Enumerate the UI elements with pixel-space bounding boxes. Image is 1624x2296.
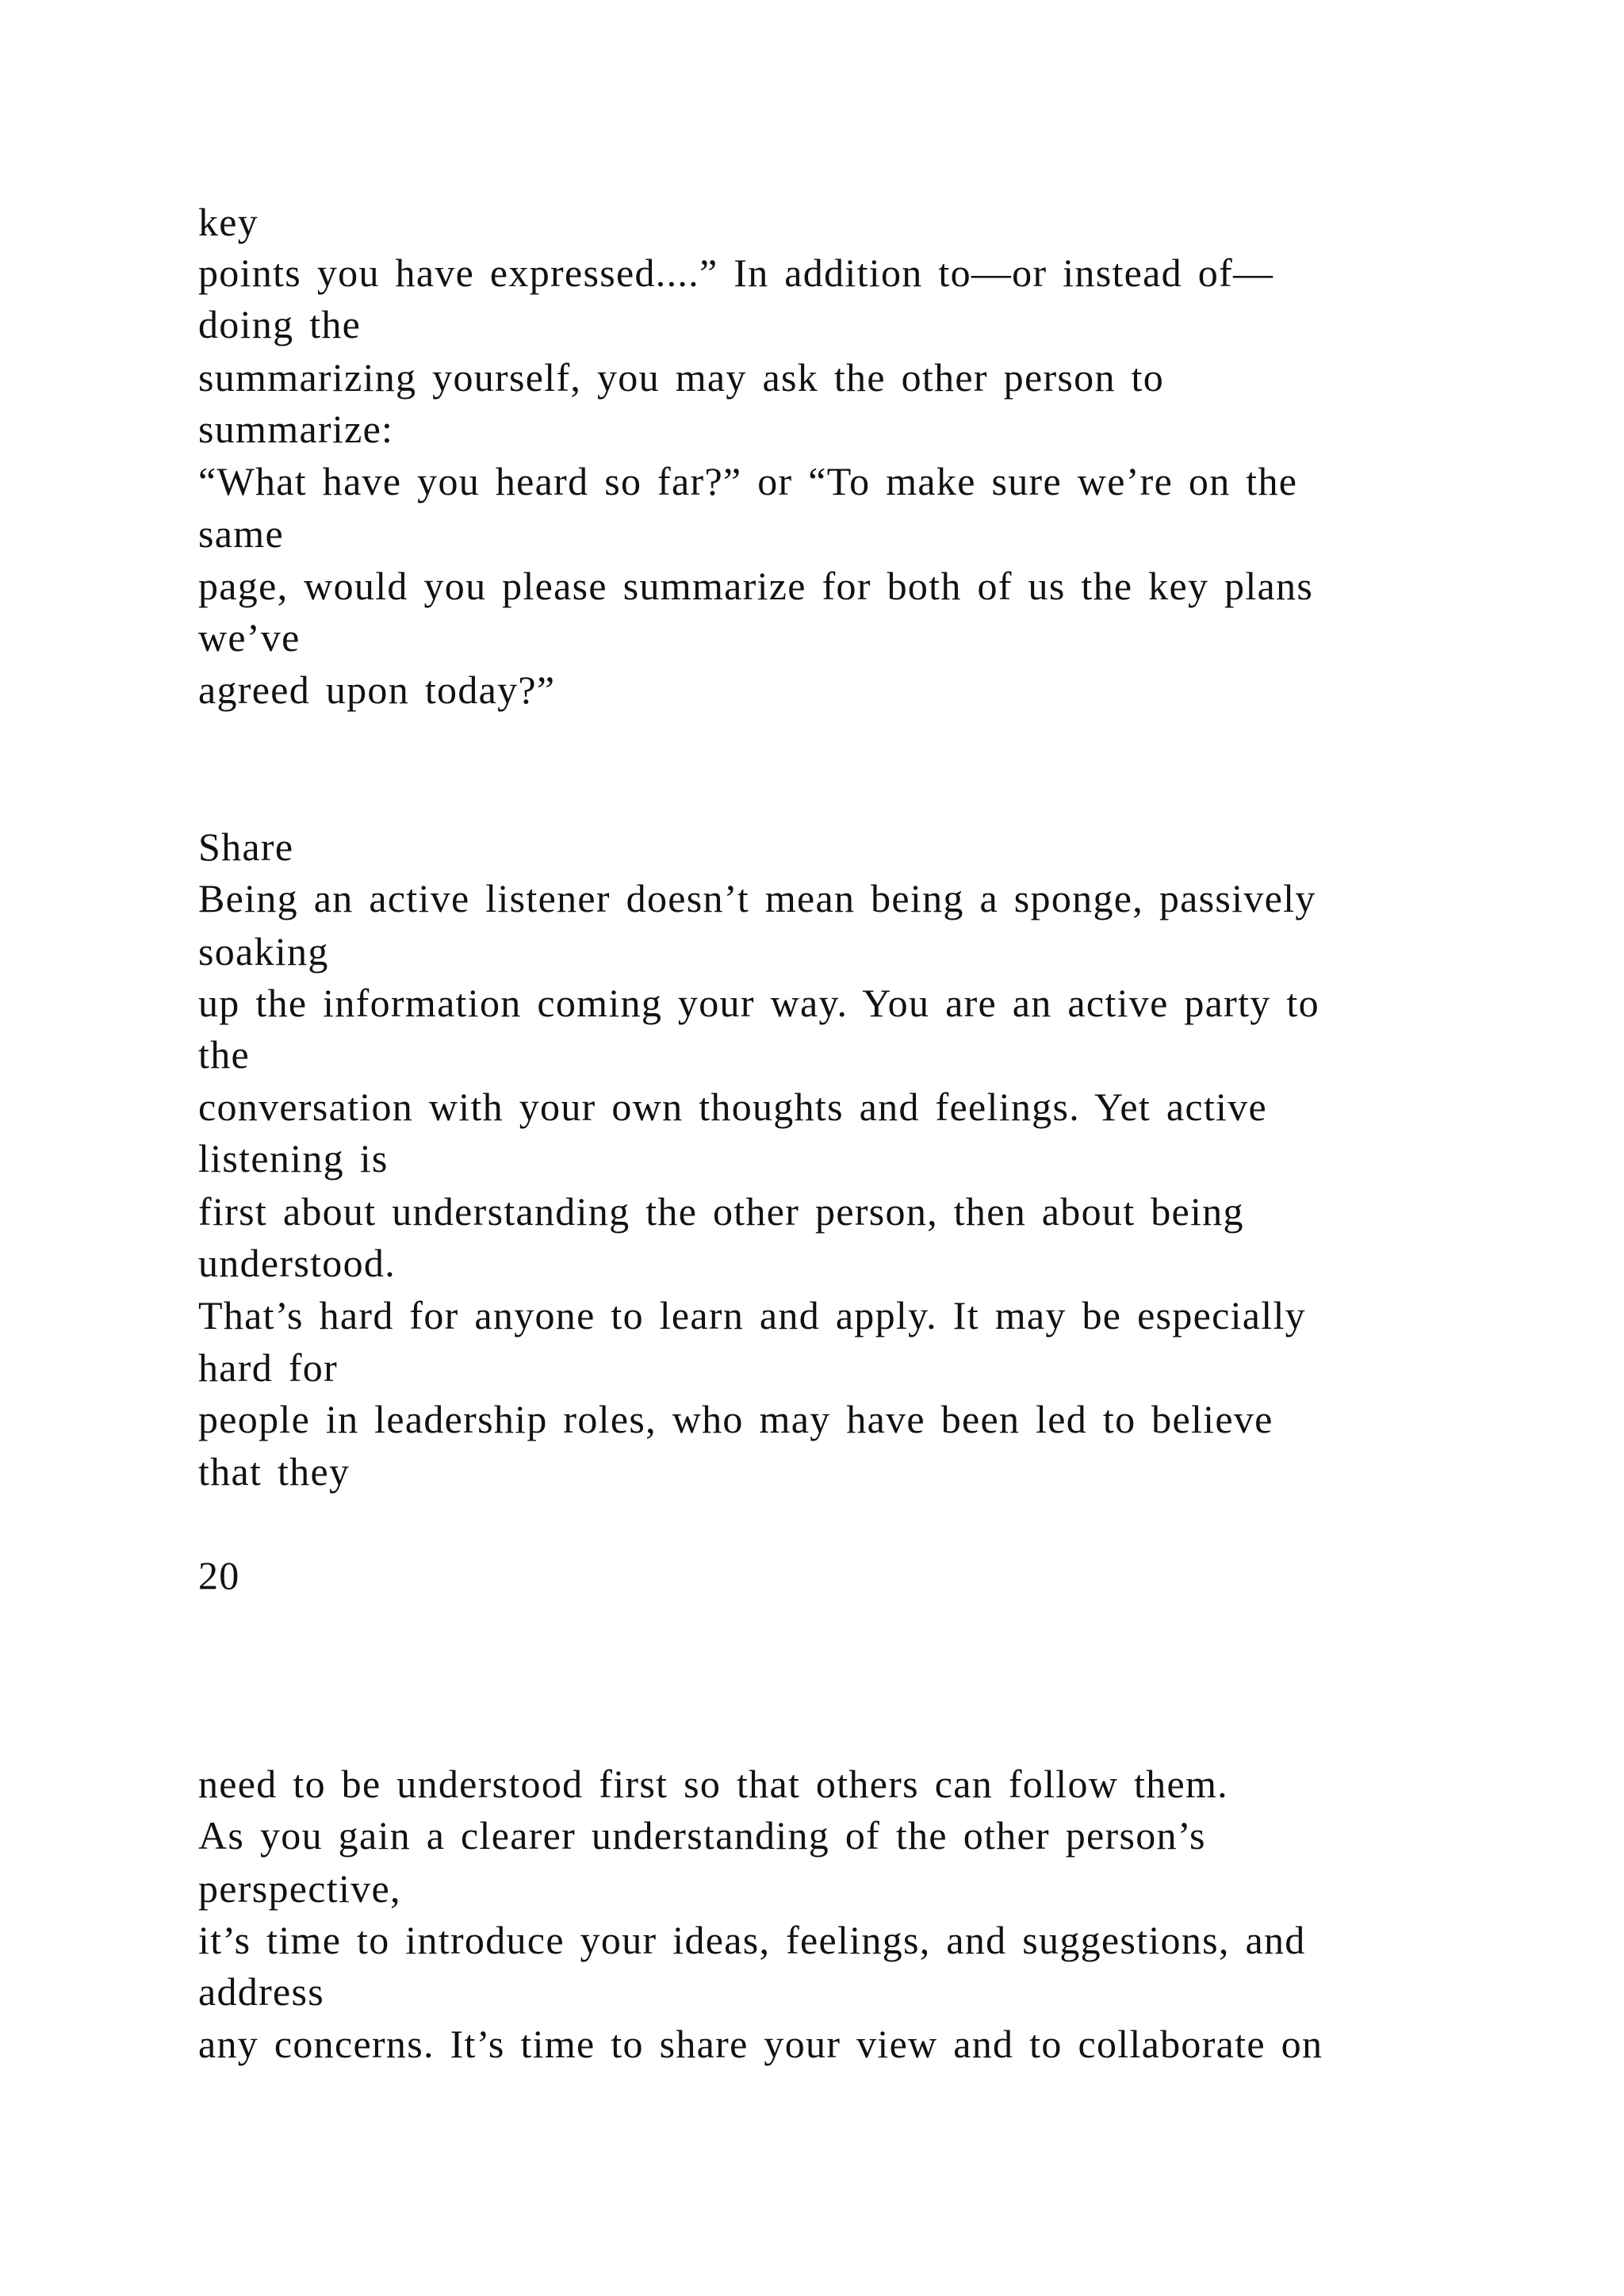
text-line: key (198, 200, 259, 244)
text-line: we’ve (198, 615, 301, 660)
text-line: agreed upon today?” (198, 668, 556, 712)
text-line: it’s time to introduce your ideas, feelings, and suggestions, and (198, 1918, 1306, 1962)
text-line: address (198, 1969, 325, 2014)
text-line: doing the (198, 302, 362, 346)
text-line: hard for (198, 1345, 339, 1390)
text-line: That’s hard for anyone to learn and apply. It may be especially (198, 1293, 1306, 1337)
text-line: perspective, (198, 1866, 401, 1911)
text-line: “What have you heard so far?” or “To make sure we’re on the (198, 459, 1298, 503)
text-line: any concerns. It’s time to share your view and to collaborate on (198, 2022, 1323, 2066)
text-line: that they (198, 1449, 350, 1494)
page-number: 20 (198, 1553, 240, 1598)
text-line: people in leadership roles, who may have been led to believe (198, 1397, 1274, 1441)
text-line: summarize: (198, 407, 394, 451)
text-line: listening is (198, 1136, 389, 1181)
text-line: page, would you please summarize for both of us the key plans (198, 564, 1314, 608)
text-line: first about understanding the other person, then about being (198, 1189, 1244, 1234)
text-line: As you gain a clearer understanding of the other person’s (198, 1813, 1206, 1858)
text-line: points you have expressed....” In addition to—or instead of— (198, 251, 1274, 295)
text-line: up the information coming your way. You are an active party to (198, 981, 1320, 1025)
text-line: same (198, 511, 284, 556)
text-line: Being an active listener doesn’t mean being a sponge, passively (198, 876, 1316, 920)
section-heading: Share (198, 825, 294, 869)
text-line: the (198, 1032, 250, 1077)
text-line: need to be understood first so that others can follow them. (198, 1762, 1228, 1806)
text-line: summarizing yourself, you may ask the other person to (198, 355, 1165, 400)
text-line: conversation with your own thoughts and feelings. Yet active (198, 1085, 1268, 1129)
text-line: understood. (198, 1241, 396, 1285)
text-line: soaking (198, 929, 329, 974)
